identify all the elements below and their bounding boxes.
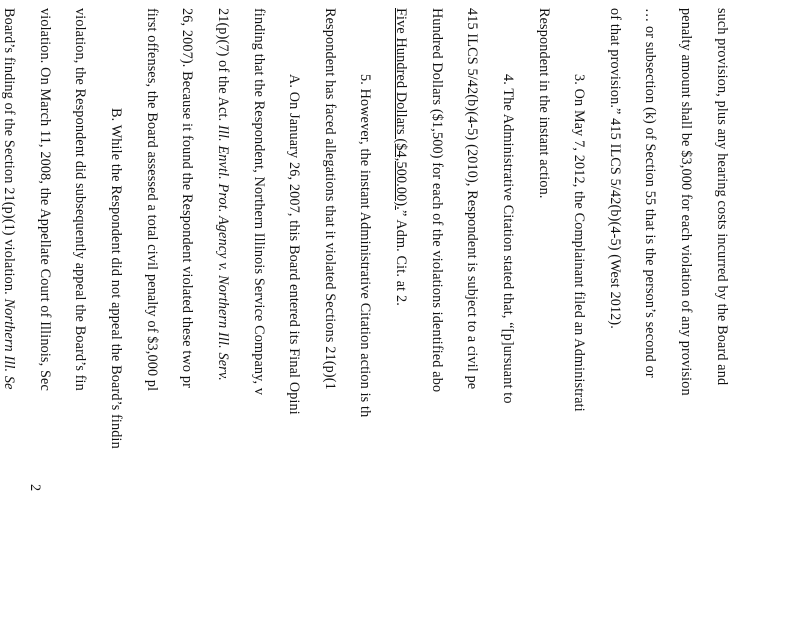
text-line: 415 ILCS 5/42(b)(4-5) (2010), Respondent is subject to a civil pe	[464, 8, 480, 390]
paragraph-4-line: 4. The Administrative Citation stated that, “[p]ursuant to	[500, 74, 516, 404]
text-line	[215, 8, 231, 381]
paragraph-5-line: 5. However, the instant Administrative Citation action is th	[357, 74, 373, 418]
text-line: Hundred Dollars ($1,500) for each of the violations identified abo	[429, 8, 445, 393]
text-line: finding that the Respondent, Northern Illinois Service Company, v	[251, 8, 267, 396]
text-line: penalty amount shall be $3,000 for each violation of any provision	[678, 8, 694, 396]
text-line: violation. On March 11, 2008, the Appellate Court of Illinois, Sec	[37, 8, 53, 391]
text-line	[1, 8, 17, 390]
text-line: such provision, plus any hearing costs incurred by the Board and	[714, 8, 730, 386]
page-number: 2	[27, 484, 43, 492]
text-line: … or subsection (k) of Section 55 that is the person’s second or	[642, 8, 658, 378]
text-line: Respondent in the instant action.	[536, 8, 552, 199]
text-segment: Board’s finding of the Section 21(p)(1) violation.	[1, 8, 17, 299]
text-line: violation, the Respondent did subsequently appeal the Board’s fin	[72, 8, 88, 391]
text-line	[393, 8, 409, 306]
text-line: of that provision.” 415 ILCS 5/42(b)(4-5) (West 2012).	[607, 8, 623, 329]
text-segment: 21(p)(7) of the Act.	[215, 8, 231, 126]
text-line: first offenses, the Board assessed a total civil penalty of $3,000 pl	[144, 8, 160, 392]
subparagraph-b-line: B. While the Respondent did not appeal the Board’s findin	[108, 108, 124, 449]
paragraph-3-line: 3. On May 7, 2012, the Complainant filed an Administrati	[571, 74, 587, 412]
text-line: 26, 2007). Because it found the Respondent violated these two pr	[179, 8, 195, 388]
case-citation: Northern Ill. Se	[1, 298, 17, 390]
text-line: Respondent has faced allegations that it violated Sections 21(p)(1	[322, 8, 338, 390]
citation-ref: ” Adm. Cit. at 2.	[393, 209, 409, 306]
underlined-amount: Five Hundred Dollars ($4,500.00).	[393, 8, 409, 210]
case-citation: Ill. Envtl. Prot. Agency v. Northern Ill. Serv.	[215, 125, 231, 381]
subparagraph-a-line: A. On January 26, 2007, this Board entered its Final Opini	[286, 74, 302, 415]
